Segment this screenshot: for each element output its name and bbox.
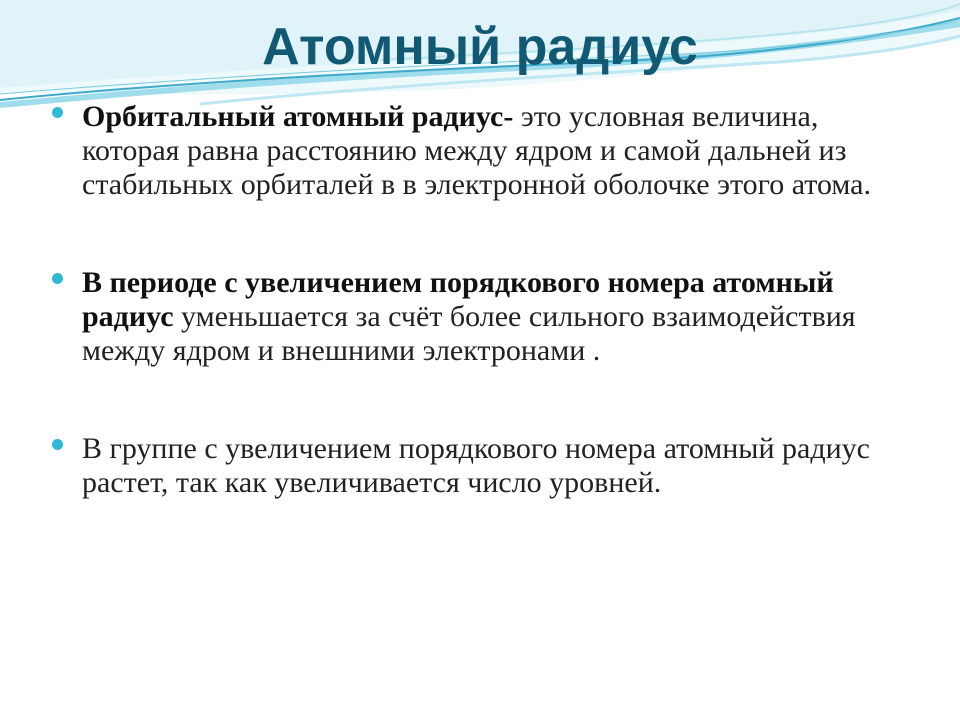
bullet-item-text: В группе с увеличением порядкового номера атомный радиус растет, так как увеличивается число уровней. <box>82 432 870 499</box>
bullet-item-text: уменьшается за счёт более сильного взаимодействия между ядром и внешними электронами . <box>82 300 856 367</box>
bullet-item <box>52 432 882 500</box>
bullet-item-text: это условная величина, которая равна расстоянию между ядром и самой дальней из стабильных орбиталей в в электронной оболочке этого атома. <box>82 100 871 201</box>
bullet-dot-icon <box>52 439 63 450</box>
bullet-item <box>52 100 882 202</box>
bullet-dot-icon <box>52 273 63 284</box>
bullet-item-bold-text: Орбитальный атомный радиус- <box>82 100 514 133</box>
bullet-item-bold-text: В периоде с увеличением порядкового номера атомный радиус <box>82 266 834 333</box>
slide-title: Атомный радиус <box>262 18 698 76</box>
bullet-dot-icon <box>52 107 63 118</box>
bullet-item <box>52 266 882 368</box>
bullet-list <box>52 100 882 500</box>
